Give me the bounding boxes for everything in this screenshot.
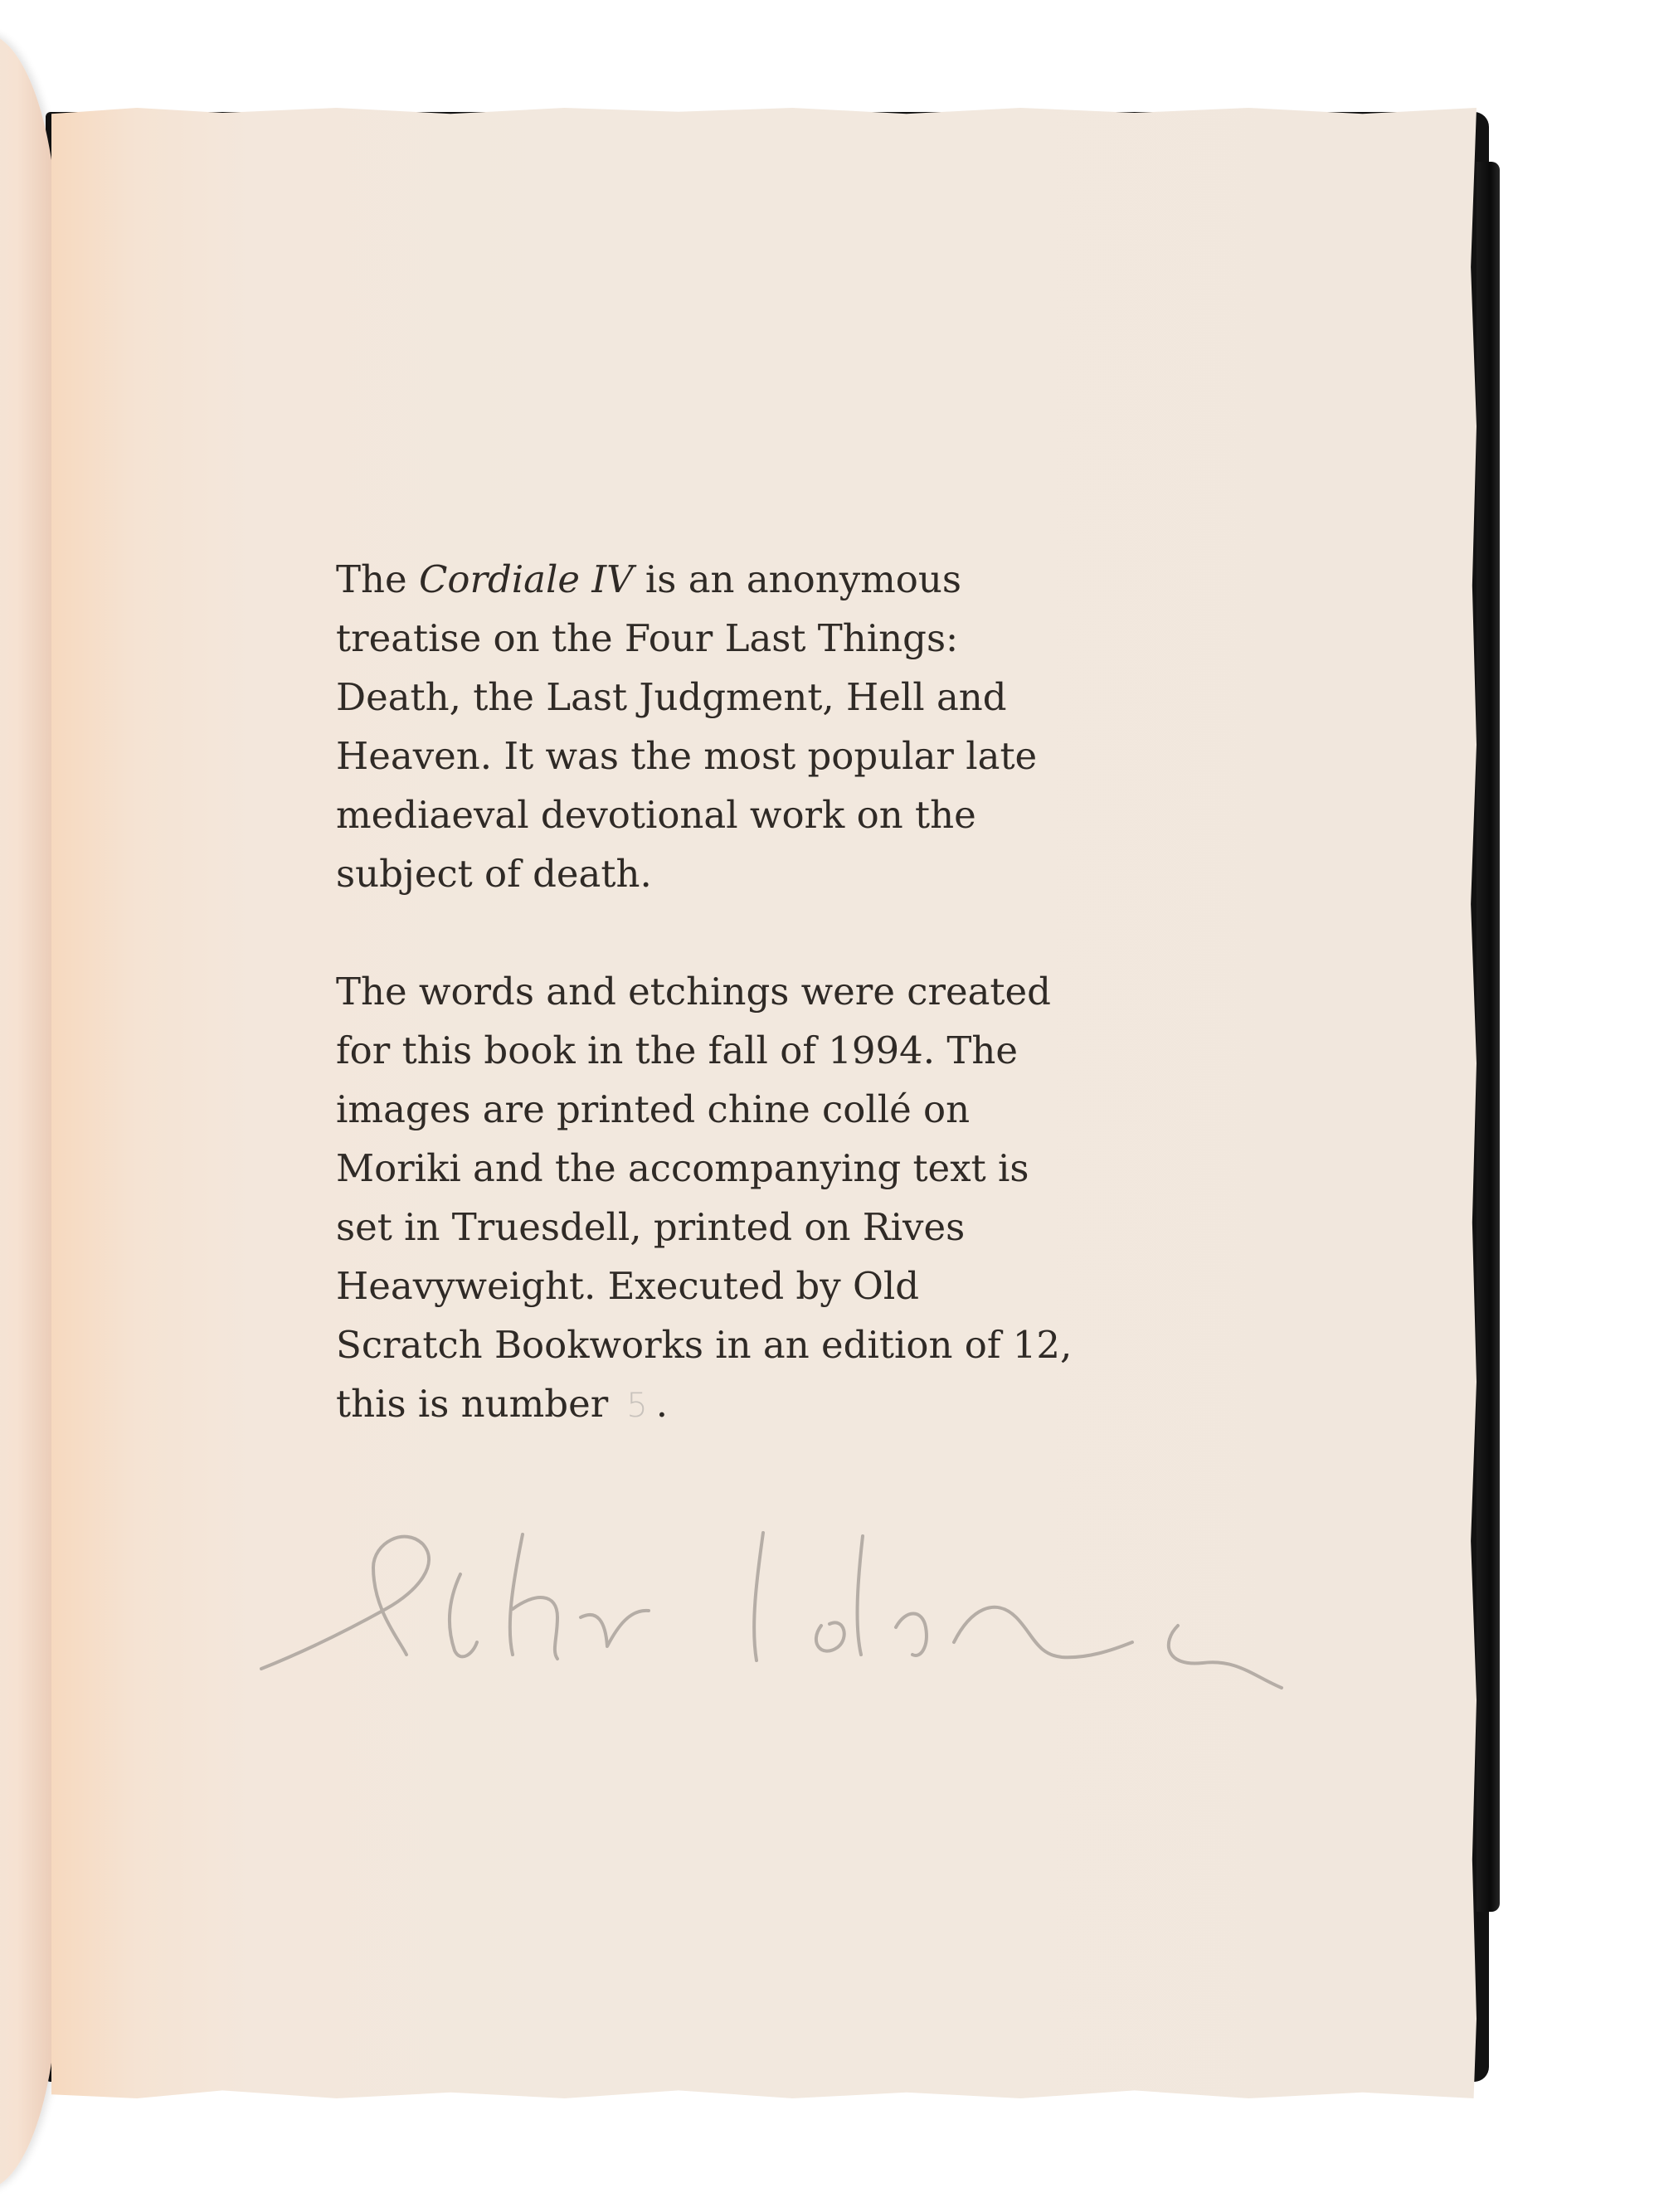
book-cover-edge: [1477, 162, 1500, 1912]
text-line: [336, 550, 1165, 609]
text-line: images are printed chine collé on: [336, 1087, 971, 1131]
text-line: Heavyweight. Executed by Old: [336, 1264, 920, 1308]
text-run: .: [655, 1382, 668, 1426]
book-title: Cordiale IV: [418, 557, 634, 601]
pencil-signature: [249, 1485, 1294, 1717]
colophon-text: [336, 550, 1165, 1436]
facing-page-edge: [0, 33, 58, 2190]
text-line: [336, 1374, 1165, 1436]
text-line: mediaeval devotional work on the: [336, 793, 976, 837]
text-line: subject of death.: [336, 852, 652, 896]
colophon-paragraph-1: [336, 550, 1165, 903]
text-line: Moriki and the accompanying text is: [336, 1146, 1029, 1190]
text-line: set in Truesdell, printed on Rives: [336, 1205, 966, 1249]
text-run: The: [336, 557, 419, 601]
handwritten-copy-number: 5: [626, 1387, 648, 1425]
text-line: Heaven. It was the most popular late: [336, 734, 1038, 778]
text-line: Scratch Bookworks in an edition of 12,: [336, 1323, 1073, 1367]
text-line: treatise on the Four Last Things:: [336, 616, 959, 660]
text-line: Death, the Last Judgment, Hell and: [336, 675, 1007, 719]
text-line: for this book in the fall of 1994. The: [336, 1028, 1019, 1072]
text-line: The words and etchings were created: [336, 970, 1051, 1014]
colophon-paragraph-2: [336, 962, 1165, 1436]
text-run: is an anonymous: [633, 557, 961, 601]
text-run: this is number: [336, 1382, 609, 1426]
